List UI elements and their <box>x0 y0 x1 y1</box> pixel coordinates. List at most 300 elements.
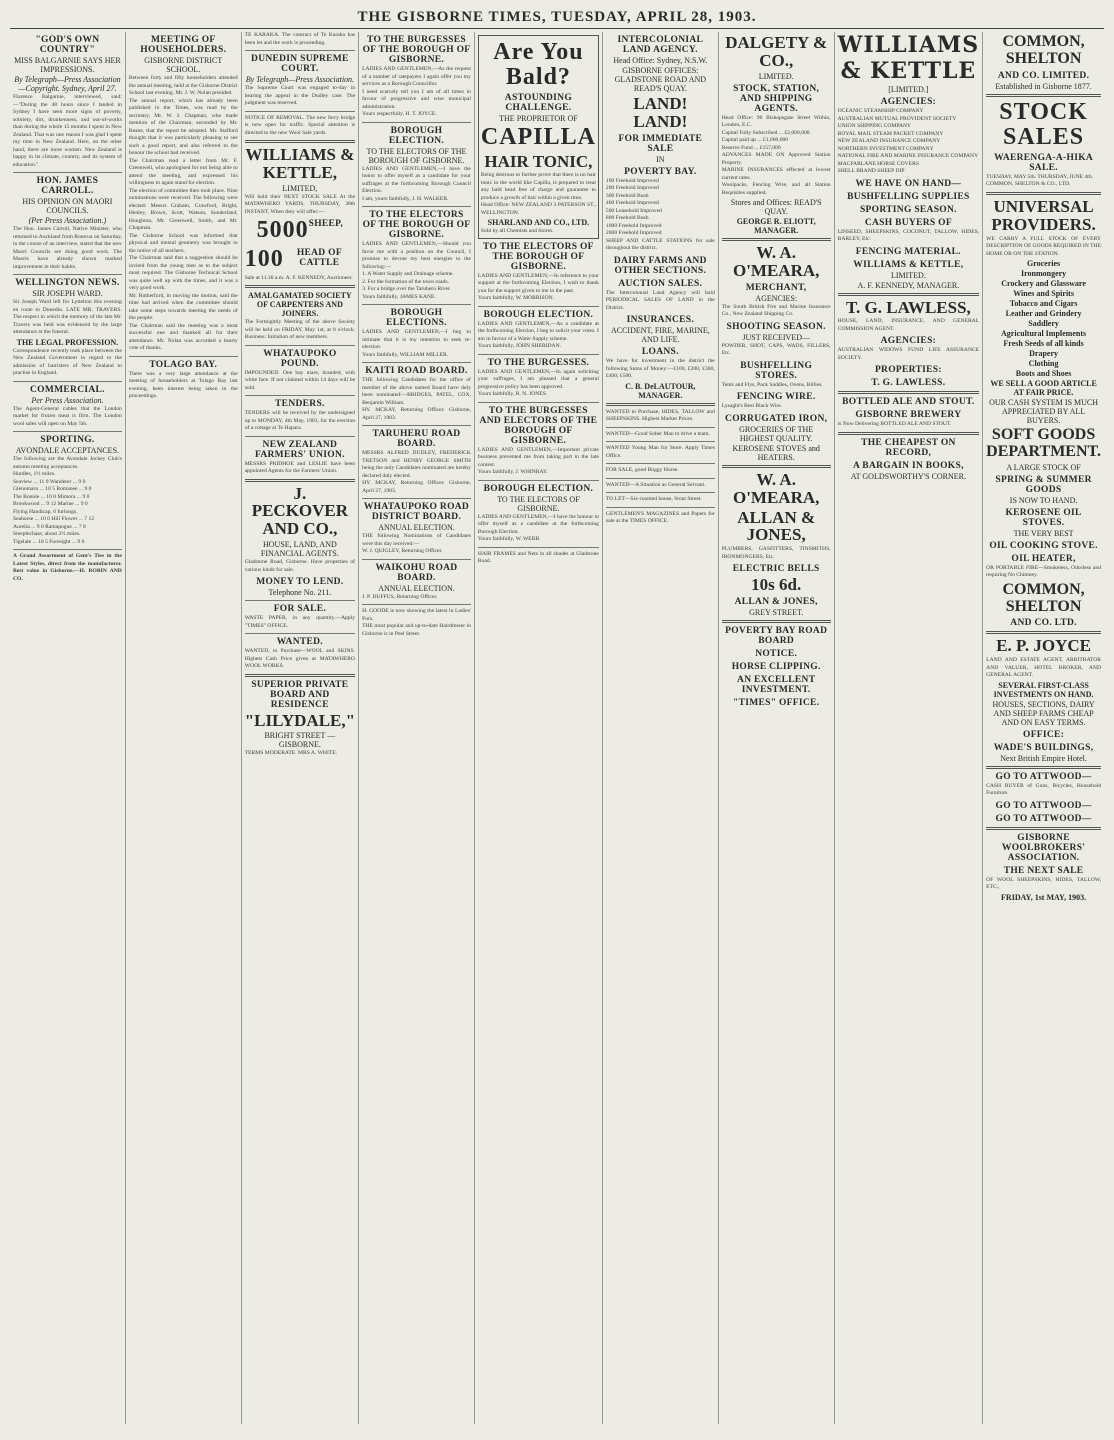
advert-subtitle: GROCERIES OF THE HIGHEST QUALITY. <box>739 424 814 443</box>
divider <box>478 402 599 403</box>
article-headline: COMMERCIAL. <box>30 384 105 395</box>
agency-item: NORTHERN INVESTMENT COMPANY <box>837 145 934 152</box>
capital-row: Capital Fully Subscribed ... £2,000,000 <box>721 129 810 136</box>
notice-headline: WHATAUPOKO ROAD DISTRICT BOARD. <box>363 502 470 522</box>
land-row: 2000 Freehold Improved <box>605 230 662 237</box>
divider <box>606 403 715 406</box>
divider <box>245 633 355 634</box>
advert-title: CORRUGATED IRON, <box>725 413 828 424</box>
advert-subtitle: FRIDAY, 1st MAY, 1903. <box>1001 892 1087 902</box>
advert-title: WADE'S BUILDINGS, <box>993 742 1094 753</box>
advert-title: "LILYDALE," <box>244 710 356 730</box>
goods-item: Leather and Grindery <box>1005 309 1082 319</box>
advert-subtitle: IN <box>656 154 665 164</box>
advert-title: T. G. LAWLESS, <box>845 297 971 317</box>
goods-item: Crockery and Glassware <box>1001 279 1086 289</box>
advert-subtitle: HOUSE, LAND, AND FINANCIAL AGENTS. <box>260 540 339 559</box>
goods-item: Tobacco and Cigars <box>1009 299 1078 309</box>
advert-figure <box>245 245 355 274</box>
goods-item: Ironmongery <box>1020 269 1067 279</box>
advert-subtitle: Stores and Offices: READ'S QUAY. <box>730 198 822 217</box>
agency-list <box>838 108 980 176</box>
divider <box>13 549 122 550</box>
advert-text: ADVANCES MADE ON Approved Station Property. <box>721 152 831 166</box>
columns <box>10 32 1104 1424</box>
article-body: The Gisborne School was informed that physical and mental geometry was brought to the notice of all teachers. <box>128 232 238 254</box>
divider <box>245 479 355 482</box>
article-body: Mr. Rutherford, in moving the motion, said the time had arrived when the committee should take some steps towards meeting the needs of the people. <box>128 292 238 321</box>
article-headline: DUNEDIN SUPREME COURT. <box>251 54 349 74</box>
divider <box>606 478 715 479</box>
advert-title: UNIVERSAL PROVIDERS. <box>991 196 1096 234</box>
advert-title: BUSHFELLING STORES. <box>740 360 813 381</box>
goods-item: Fresh Seeds of all kinds <box>1003 339 1084 349</box>
column-9 <box>983 32 1104 1424</box>
classified-ad: FOR SALE, good Buggy Horse. <box>605 467 679 474</box>
advert-title: ALLAN & JONES, <box>737 507 816 545</box>
article-subhead: AVONDALE ACCEPTANCES. <box>15 446 120 455</box>
notice-headline: BOROUGH ELECTION. <box>388 125 445 146</box>
advert-number: 100 <box>244 246 284 273</box>
divider <box>362 206 471 207</box>
divider <box>606 492 715 493</box>
notice-headline: WAIKOHU ROAD BOARD. <box>375 562 458 583</box>
advert-signature: GEORGE R. ELIOTT, MANAGER. <box>736 217 816 236</box>
article-headline: "GOD'S OWN COUNTRY" <box>35 35 100 55</box>
land-row: 800 Freehold Bush <box>605 215 649 222</box>
advert-title: A BARGAIN IN BOOKS, <box>853 460 964 471</box>
divider <box>245 50 355 51</box>
advert-text: OF WOOL SHEEPSKINS, HIDES, TALLOW, ETC., <box>986 876 1101 891</box>
agency-item: UNION SHIPPING COMPANY <box>837 123 912 129</box>
advert-title: GO TO ATTWOOD— <box>995 771 1092 782</box>
advert-text: MESSRS PRIDHOE and LESLIE have been appointed Agents for the Farmers' Union. <box>244 460 356 475</box>
race-line: Glenomaru ... 10 5 Romanee ... 9 0 <box>13 486 92 492</box>
advert-text: SEVERAL FIRST-CLASS INVESTMENTS ON HAND. <box>993 680 1094 699</box>
advert-text: Sold by all Chemists and Stores. <box>480 228 554 235</box>
advert-title: GO TO ATTWOOD— <box>995 813 1092 824</box>
divider <box>838 432 980 435</box>
article-body: Between forty and fifty householders attended the annual meeting, held at the Gisborne District School last evening. Mr. J. W. Nolan presided. <box>128 75 238 96</box>
article-body: The annual report, which has already been published in the Times, was read by the secretary, Mr. W. J. Chapman, who made mention of the Chairman, seconded by Mr. Beane, that the report be adopted. Mr. Stafford thought that it was particularly pleasing to see such a good report, and also referred to the honour the school had received. <box>128 97 238 156</box>
advert-figure <box>245 216 355 245</box>
advert-title: ELECTRIC BELLS <box>732 564 820 575</box>
advert-title: NEW ZEALAND FARMERS' UNION. <box>254 439 345 460</box>
notice-body: MESSRS ALFRED DUDLEY, FREDERICK TRETSON and HENRY GEORGE SMITH being the only Candidates nominated are hereby declared duly elected. <box>362 450 471 479</box>
notice-body: LADIES AND GENTLEMEN,—As a candidate at the forthcoming Election, I beg to solicit your votes. I am in favour of a Water Supply scheme. <box>477 320 599 342</box>
capital-row: Capital paid up ... £1,000,000 <box>721 137 789 144</box>
land-row: 400 Freehold Improved <box>605 200 659 207</box>
capital-list <box>722 130 831 153</box>
agency-item: NATIONAL FIRE AND MARINE INSURANCE COMPANY <box>837 153 979 159</box>
advert-title: WE HAVE ON HAND— <box>855 178 962 189</box>
divider <box>129 356 238 357</box>
advert-title: INTERCOLONIAL LAND AGENCY. <box>617 35 704 55</box>
notice-signature: Yours faithfully, WILLIAM MILLER. <box>362 351 449 358</box>
advert-text: POWDER, SHOT, CAPS, WADS, FILLERS, Etc. <box>721 342 831 357</box>
article-body: The Chairman said the meeting was a most successful one and thanked all for their attendance. Mr. Nolan was accorded a hearty vote of thanks. <box>128 322 238 351</box>
divider <box>722 620 831 623</box>
advert-text: A Grand Assortment of Gent's Ties in the Latest Styles, direct from the manufacturer. Best value in Gisborne.—H. ROBIN AND CO. <box>13 553 122 582</box>
advert-text: Will hold their NEXT STOCK SALE At the MATAWHERO YARDS, THURSDAY, 30th INSTANT, When they will offer:— <box>244 193 356 215</box>
advert-subtitle: AGENCIES: <box>880 97 937 107</box>
notice-body: THE following Nominations of Candidates were this day received:— <box>362 533 471 547</box>
advert-title: DALGETY & CO., <box>725 33 828 70</box>
agency-item: MACFARLANE HORSE COVERS <box>837 160 919 167</box>
divider <box>245 345 355 346</box>
notice-signature: I am, yours faithfully, J. H. WALKER. <box>362 195 449 202</box>
divider <box>362 498 471 499</box>
goods-item: Saddlery <box>1028 319 1059 329</box>
classified-ad: WANTED—Good Sober Man to drive a team. <box>605 430 710 437</box>
advert-subtitle: THE VERY BEST <box>1013 528 1074 538</box>
notice-headline: BOROUGH ELECTION. <box>483 483 594 494</box>
advert-title: INSURANCES. <box>626 315 695 326</box>
advert-subtitle: LIMITED, <box>282 183 318 193</box>
advert-title: HAIR TONIC, <box>484 151 593 171</box>
advert-text: OUR CASH SYSTEM IS MUCH APPRECIATED BY ALL BUYERS. <box>989 398 1099 426</box>
advert-title: AUCTION SALES. <box>618 278 703 289</box>
advert-title: DAIRY FARMS AND OTHER SECTIONS. <box>613 255 707 276</box>
land-row: 1000 Freehold Improved <box>605 222 662 229</box>
notice-body: LADIES AND GENTLEMEN,—In reference to your support at the forthcoming Election, I wish to thank you for the support given to me in the past. <box>477 272 599 294</box>
divider <box>245 285 355 288</box>
notice-signature: W. J. QUIGLEY, Returning Officer. <box>362 548 443 554</box>
race-line: Hurdles, 1½ miles. <box>13 471 56 477</box>
article-body: The Chairman said that a suggestion should be invited from the young men as to the subject most required. The Gisborne Technical School was quite well up with the times, and it was a very good work. <box>128 255 238 291</box>
notice-headline: TO THE ELECTORS OF THE BOROUGH OF GISBORNE. <box>362 210 471 240</box>
notice-body: LADIES AND GENTLEMEN,—Should you favor me with a position on the Council, I promise to devote my best energies to the following:— <box>362 241 471 270</box>
land-row: 100 Freehold Improved <box>605 177 659 184</box>
advert-text: MARINE INSURANCES effected at lowest current rates. <box>721 167 831 181</box>
williams-kettle-logo: WILLIAMS & KETTLE <box>837 32 980 84</box>
land-row: 300 Freehold Bush <box>605 192 649 199</box>
advert-title: SOFT GOODS DEPARTMENT. <box>986 426 1101 460</box>
wire-line: Per Press Association. <box>31 395 104 405</box>
land-row: 500 Leasehold Improved <box>605 207 662 214</box>
divider <box>245 600 355 601</box>
advert-title: BOTTLED ALE AND STOUT. <box>842 397 975 408</box>
race-line: Seaview ... 11 0 Wanderer ... 9 0 <box>13 478 86 485</box>
race-list <box>13 471 122 546</box>
divider <box>722 238 831 241</box>
advert-title: OIL HEATER, <box>1011 553 1076 564</box>
advert-subtitle: LIMITED. <box>758 71 794 81</box>
advert-subtitle: IS NOW TO HAND. <box>1009 495 1078 505</box>
classified-ad: WANTED to Purchase, HIDES, TALLOW and SHEEPSKINS. Highest Market Prices. <box>605 408 715 423</box>
advert-text: Head Office: NEW ZEALAND 3 PATERSON ST., WELLINGTON. <box>480 202 596 216</box>
advert-title: WHATAUPOKO POUND. <box>263 348 337 369</box>
article-body: The Chairman read a letter from Mr. F. Greenwell, who apologised for not being able to attend the meeting, and expressed his willingness to again stand for election. <box>128 157 238 186</box>
advert-title: STOCK SALES <box>999 98 1088 150</box>
divider <box>838 391 980 394</box>
race-line: Seahorse ... 10 0 Hill Flower ... 7 12 <box>13 516 95 522</box>
advert-signature: C. B. DeLAUTOUR, MANAGER. <box>625 381 696 400</box>
divider <box>13 172 122 173</box>
advert-title: OIL COOKING STOVE. <box>989 540 1098 551</box>
advert-title: COMMON, SHELTON <box>1002 580 1085 615</box>
advert-title: FENCING MATERIAL. <box>855 246 961 257</box>
advert-title: FENCING WIRE. <box>736 392 816 403</box>
article-body: The following are the Avondale Jockey Club's autumn meeting acceptances. <box>13 456 122 470</box>
divider <box>245 436 355 437</box>
notice-body: LADIES AND GENTLEMEN,—As the request of a number of ratepayers I again offer you my services as a Borough Councillor. <box>362 66 471 87</box>
notice-body: LADIES AND GENTLEMEN,—I beg to intimate that it is my intention to seek re-election. <box>362 329 471 350</box>
advert-text: Woolpacks, Fencing Wire, and all Station Requisites supplied. <box>721 182 831 196</box>
advert-subtitle: THE PROPRIETOR OF <box>499 114 578 124</box>
article-subhead: GISBORNE DISTRICT SCHOOL. <box>144 56 223 74</box>
advert-text: TERMS MODERATE. MRS A. WHITE. <box>244 750 338 757</box>
advert-text: The Fortnightly Meeting of the above Society will be held on FRIDAY, May 1st, at 8 o'clock. Business: Initiation of new members. <box>244 319 356 341</box>
divider <box>362 122 471 123</box>
advert-text: is Now Delivering BOTTLED ALE AND STOUT. <box>837 421 952 428</box>
notice-headline: TO THE BURGESSES. <box>487 357 590 368</box>
advert-text: SHARLAND AND CO., LTD. <box>487 218 590 228</box>
advert-text: HOUSES, SECTIONS, DAIRY AND SHEEP FARMS CHEAP AND ON EASY TERMS. <box>992 699 1095 727</box>
advert-title: PROPERTIES: <box>874 365 942 376</box>
advert-title: COMMON, SHELTON <box>1002 33 1085 67</box>
agency-item: AUSTRALIAN MUTUAL PROVIDENT SOCIETY <box>837 115 957 122</box>
advert-subtitle: JUST RECEIVED— <box>742 332 810 342</box>
land-list <box>606 178 715 238</box>
divider <box>362 304 471 305</box>
advert-subtitle: POVERTY BAY. <box>624 166 697 177</box>
advert-title: AN EXCELLENT INVESTMENT. <box>737 675 816 696</box>
advert-label: SHEEP, <box>308 219 344 230</box>
notice-signature: Yours faithfully, JOHN SHERIDAN. <box>477 343 562 350</box>
advert-title: WANTED. <box>276 637 323 648</box>
advert-title: CAPILLA <box>480 124 596 151</box>
article-body: TE KARAKA. The contract of Te Karaka has been let and the work is proceeding. <box>244 32 356 46</box>
advert-subtitle: AGENCIES: <box>755 293 798 303</box>
advert-subtitle: MERCHANT, <box>745 282 807 293</box>
masthead-title: THE GISBORNE TIMES, TUESDAY, APRIL 28, 1903. <box>357 8 757 25</box>
divider <box>362 362 471 363</box>
advert-text: THE most popular and up-to-date Hairdresser in Gisborne is in Peel Street. <box>362 623 471 637</box>
advert-text: HOUSE, LAND, INSURANCE, AND GENERAL COMMISSION AGENT. <box>837 318 980 332</box>
advert-title: J. PECKOVER AND CO., <box>251 483 349 539</box>
column-5 <box>475 32 603 1424</box>
advert-title: E. P. JOYCE <box>996 636 1091 656</box>
notice-signature: Yours faithfully, JAMES KANE. <box>362 293 436 300</box>
advert-subtitle: Established in Gisborne 1877. <box>995 81 1092 91</box>
notice-body: I need scarcely tell you I am of all times in favour of progressive and wise municipal administration. <box>362 88 471 110</box>
divider <box>722 465 831 468</box>
article-body: The Hon. James Carroll, Native Minister, who returned to Auckland from Rotorua on Saturday, in the course of an interview, stated that the new Maori Councils are doing good work. The Maoris have already shown marked improvement in their habits. <box>13 226 122 270</box>
article-body: There was a very large attendance at the meeting of householders at Tolago Bay last evening, keen interest being taken in the proceedings. <box>128 370 238 399</box>
advert-text: NOTICE OF REMOVAL. The new ferry bridge is now open for traffic. Special attention is directed to the new Wool Sale yards. <box>244 114 356 136</box>
advert-title: TENDERS. <box>275 399 325 410</box>
advert-title: SPRING & SUMMER GOODS <box>995 474 1092 495</box>
advert-text: TENDERS will be received by the undersigned up to MONDAY, 4th May, 1903, for the erection of a cottage at Te Hapara. <box>244 410 356 432</box>
advert-text: IMPOUNDED. One bay mare, branded, with white face. If not claimed within 14 days will be sold. <box>244 369 356 391</box>
divider <box>986 94 1101 97</box>
column-2 <box>126 32 242 1424</box>
advert-title: LAND! LAND! <box>633 94 688 131</box>
goods-item: Groceries <box>1026 259 1061 269</box>
advert-title: LOANS. <box>641 347 679 358</box>
advert-text: Tents and Flys, Pack Saddles, Ovens, Billies. <box>721 381 823 388</box>
advert-subtitle: AT GOLDSWORTHY'S CORNER. <box>850 471 967 481</box>
notice-headline: KAITI ROAD BOARD. <box>365 366 468 376</box>
newspaper-page <box>10 6 1104 1426</box>
advert-subtitle: GREY STREET. <box>749 608 804 618</box>
advert-title: KEROSENE OIL STOVES. <box>1005 507 1082 528</box>
race-line: Tigelate ... 10 5 Foresight ... 9 6 <box>13 538 85 545</box>
race-line: The Bonnie ... 10 0 Mimora ... 9 0 <box>13 493 90 500</box>
divider <box>13 274 122 275</box>
advert-title: "TIMES" OFFICE. <box>733 698 820 709</box>
advert-subtitle: [LIMITED.] <box>888 85 929 94</box>
notice-body: LADIES AND GENTLEMEN,—I have the honor to offer myself as a candidate for your suffrages at the forthcoming Borough Council Election. <box>362 165 471 194</box>
advert-title: HORSE CLIPPING. <box>731 662 821 673</box>
advert-text: COMMON, SHELTON & CO., LTD. <box>986 181 1071 188</box>
notice-headline: BOROUGH ELECTIONS. <box>386 308 447 328</box>
article-subhead: THE LEGAL PROFESSION. <box>16 337 119 347</box>
advert-text: Being desirous to further prove that there is no hair tonic in the world like Capilla, is prepared to treat any bald head free of charge and guarantee to produce a growth of hair within a given time. <box>480 172 596 201</box>
advert-text: PLUMBERS, GASFITTERS, TINSMITHS, IRONMONGERS, Etc. <box>721 546 831 560</box>
advert-title: WILLIAMS & KETTLE, <box>245 145 355 182</box>
column-8 <box>835 32 984 1424</box>
race-line: Flying Handicap, 6 furlongs. <box>13 508 78 515</box>
notice-body: LADIES AND GENTLEMEN,—Important private business prevented me from taking part in the late contest. <box>477 446 599 468</box>
advert-number: 5000 <box>256 217 309 244</box>
column-3 <box>242 32 359 1424</box>
advert-title: Are You Bald? <box>493 39 584 91</box>
divider <box>245 395 355 396</box>
divider <box>478 480 599 481</box>
divider <box>362 559 471 560</box>
notice-headline: TO THE BURGESSES OF THE BOROUGH OF GISBORNE. <box>362 35 471 65</box>
divider <box>606 463 715 464</box>
classified-ad: GENTLEMEN'S MAGAZINES and Papers for sale at the TIMES OFFICE. <box>605 510 715 525</box>
divider <box>478 547 599 548</box>
list-item: 2. For the formation of the town roads. <box>362 278 449 285</box>
advert-text: WANTED, to Purchase—WOOL and SKINS. Highest Cash Price given at MATAWHERO WOOL WORKS. <box>244 648 356 670</box>
advert-text: OR PORTABLE FIRE—Smokeless, Odorless and requiring No Chimney. <box>986 564 1101 579</box>
notice-subhead: TO THE ELECTORS OF THE BOROUGH OF GISBORNE. <box>366 146 467 165</box>
advert-text: The Intercolonial Land Agency will hold PERIODICAL SALES OF LAND in the District. <box>605 289 715 311</box>
article-headline: HON. JAMES CARROLL. <box>36 176 99 196</box>
notice-signature: Yours faithfully, W. MORRISON. <box>477 295 555 302</box>
agency-item: NEW ZEALAND INSURANCE COMPANY <box>837 138 941 144</box>
goods-item: Drapery <box>1029 349 1059 359</box>
divider <box>245 674 355 677</box>
classified-ad: WANTED Young Man for Store. Apply Times Office. <box>605 445 715 459</box>
column-4 <box>359 32 475 1424</box>
advert-title: MONEY TO LEND. <box>256 577 344 588</box>
advert-text: Head Office: 96 Bishopsgate Street Within, London, E.C. <box>721 114 831 129</box>
agency-item: ROYAL MAIL STEAM PACKET COMPANY <box>837 130 944 137</box>
notice-headline: TO THE BURGESSES AND ELECTORS OF THE BOROUGH OF GISBORNE. <box>479 405 598 446</box>
article-body: The election of committee then took place. Nine nominations were received. The following were elected: Messrs Graham, Crawford, Bright, Henley, Brown, Scott, Watson, Sunderland, Houghton, Mr. Greenwell, Smith, and Mr. Chapman. <box>128 187 238 231</box>
advert-title: AMALGAMATED SOCIETY OF CARPENTERS AND JOINERS. <box>248 291 352 319</box>
notice-signature: Yours faithfully, W. WEBB. <box>477 536 541 543</box>
advert-subtitle: ASTOUNDING CHALLENGE. <box>504 93 573 114</box>
notice-headline: TO THE ELECTORS OF THE BOROUGH OF GISBORNE. <box>483 241 594 272</box>
advert-title: SHOOTING SEASON. <box>726 321 826 332</box>
advert-title: FOR SALE. <box>273 604 327 615</box>
advert-subtitle: AND CO. LIMITED. <box>997 70 1090 81</box>
advert-title: W. A. O'MEARA, <box>732 469 820 507</box>
advert-title: OFFICE: <box>1023 729 1065 740</box>
advert-title: THE CHEAPEST ON RECORD, <box>861 437 956 458</box>
article-subhead: MISS BALGARNIE SAYS HER IMPRESSIONS. <box>14 56 121 74</box>
advert-title: POVERTY BAY ROAD BOARD <box>725 626 828 647</box>
advert-title: BUSHFELLING SUPPLIES <box>847 191 970 202</box>
divider <box>245 140 355 143</box>
agency-item: OCEANIC STEAMSHIP COMPANY <box>837 108 924 114</box>
race-line: Steeplechase, about 2½ miles. <box>13 531 81 537</box>
capital-row: Reserve Fund ... £157,000 <box>721 144 781 151</box>
advert-subtitle: WAERENGA-A-HIKA SALE. <box>994 152 1094 173</box>
divider <box>245 111 355 112</box>
column-6 <box>603 32 719 1424</box>
divider <box>13 431 122 432</box>
advert-subtitle: A. F. KENNEDY, MANAGER. <box>857 280 960 290</box>
advert-title: GISBORNE BREWERY <box>855 410 962 421</box>
article-headline: WELLINGTON NEWS. <box>15 278 120 288</box>
divider <box>362 425 471 426</box>
advert-subtitle: Head Office: Sydney, N.S.W. <box>613 56 708 65</box>
advert-text: We have for investment in the district the following Sums of Money:—£100, £200, £300, £400, £500. <box>605 358 715 380</box>
advert-text: Sale at 11.30 a.m. A. F. KENNEDY, Auctioneer. <box>244 274 353 281</box>
advert-title: W. A. O'MEARA, <box>732 243 820 281</box>
article-subhead: SIR JOSEPH WARD. <box>32 289 103 298</box>
notice-signature: Yours respectfully, H. T. JOYCE. <box>362 111 437 117</box>
advert-text: CASH BUYER of Guns, Bicycles, Household Furniture. <box>986 782 1101 797</box>
advert-title: CASH BUYERS OF <box>864 217 952 228</box>
advert-title: WILLIAMS & KETTLE, <box>853 259 964 270</box>
advert-subtitle: KEROSENE STOVES and HEATERS. <box>732 443 820 462</box>
notice-signature: J. P. DUFFUS, Returning Officer. <box>362 593 438 600</box>
wire-line: (Per Press Association.) <box>28 216 107 225</box>
race-line: Brookwood ... 9 12 Marine ... 9 0 <box>13 501 88 507</box>
article-body: Sir Joseph Ward left for Lyttelton this evening en route to Dunedin. LATE MR. TRAVERS. The respect in which the memory of the late Mr. Travers was held was evidenced by the large attendance at the funeral. <box>13 299 122 335</box>
advert-title: SUPERIOR PRIVATE BOARD AND RESIDENCE <box>251 679 349 710</box>
advert-subtitle: Telephone No. 211. <box>268 588 332 598</box>
notice-body: LADIES AND GENTLEMEN,—I have the honour to offer myself as a candidate at the forthcoming Borough Election. <box>477 513 599 535</box>
wire-line: By Telegraph—Press Association—Copyright. Sydney, April 27. <box>14 75 121 93</box>
article-headline: MEETING OF HOUSEHOLDERS. <box>140 35 227 55</box>
divider <box>478 354 599 355</box>
advert-subtitle: A LARGE STOCK OF <box>1006 462 1081 472</box>
advert-subtitle: ACCIDENT, FIRE, MARINE, AND LIFE. <box>610 326 710 345</box>
divider <box>838 293 980 296</box>
divider <box>478 306 599 307</box>
column-7 <box>719 32 835 1424</box>
goods-item: Wines and Spirits <box>1013 289 1074 299</box>
advert-subtitle: BRIGHT STREET — GISBORNE. <box>264 731 336 750</box>
advert-subtitle: STOCK, STATION, AND SHIPPING AGENTS. <box>733 83 820 114</box>
advert-text: LAND AND ESTATE AGENT, ARBITRATOR AND VALUER, HOTEL BROKER, AND GENERAL AGENT. <box>986 657 1101 679</box>
column-1 <box>10 32 126 1424</box>
advert-text: AUSTRALIAN WIDOWS FUND LIFE ASSURANCE SOCIETY. <box>837 347 980 361</box>
land-row: 200 Freehold Improved <box>605 185 659 192</box>
divider <box>606 507 715 508</box>
advert-subtitle: GISBORNE OFFICES: GLADSTONE ROAD AND READ'S QUAY. <box>614 66 707 93</box>
advert-subtitle: LIMITED. <box>890 270 926 280</box>
divider <box>13 381 122 382</box>
article-body: The Supreme Court was engaged to-day in hearing the appeal in the Dudley case. The judgment was reserved. <box>244 85 356 106</box>
advert-text: H. GOODE is now showing the latest in Ladies' Furs. <box>362 608 471 622</box>
classified-ad: TO LET—Six-roomed house, Stout Street. <box>605 496 702 503</box>
divider <box>986 827 1101 830</box>
article-body: Correspondence recently took place between the New Zealand Government in regard to the admission of barristers of New Zealand to practise in England. <box>13 347 122 376</box>
advert-title: SPORTING SEASON. <box>859 204 957 215</box>
article-subhead: HIS OPINION ON MAORI COUNCILS. <box>22 197 113 215</box>
article-headline: TOLAGO BAY. <box>149 359 218 370</box>
